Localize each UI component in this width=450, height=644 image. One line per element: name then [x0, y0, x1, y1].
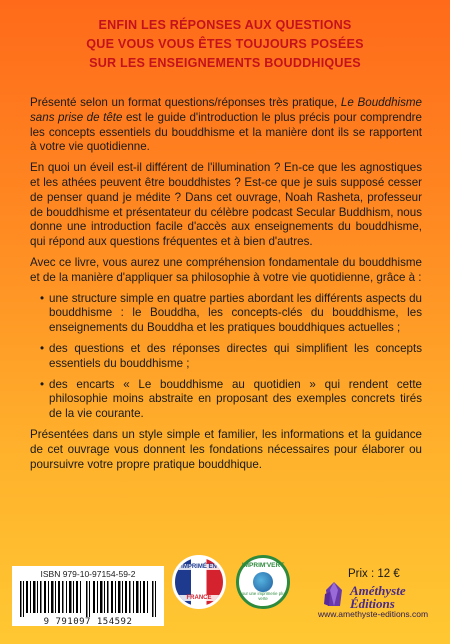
bullet-icon: • — [40, 377, 45, 391]
barcode-label — [12, 566, 164, 626]
imprim-vert-logo — [236, 555, 290, 609]
publisher-name-line-2: Éditions — [350, 596, 395, 611]
publisher-name-line-1: Améthyste — [350, 583, 406, 598]
blurb-text — [30, 96, 422, 478]
blurb-paragraph-4: Présentées dans un style simple et familier, les informations et la guidance de cet ouvrage vous donnent les fondations nécessaires pour élaborer ou poursuivre votre propre pratique bouddhique. — [30, 427, 422, 471]
back-cover-headline — [20, 16, 430, 73]
imprim-logo-bottom-text: pour une imprimerie plus verte — [239, 591, 287, 601]
france-logo-top-text: IMPRIMÉ EN — [175, 564, 223, 570]
bullet-icon: • — [40, 341, 45, 355]
p1-rest: est le guide d'introduction le plus précis pour comprendre les concepts essentiels du bouddhisme et la manière dont ils se rapportent à votre vie quotidienne. — [30, 110, 422, 154]
book-title: Le Bouddhisme sans prise de tête — [30, 96, 422, 124]
globe-icon — [253, 572, 273, 592]
feature-list — [40, 292, 422, 422]
headline-line-1: ENFIN LES RÉPONSES AUX QUESTIONS — [98, 18, 352, 32]
blurb-paragraph-1 — [30, 96, 422, 155]
france-logo-bottom-text: FRANCE — [175, 595, 223, 601]
blurb-paragraph-2: En quoi un éveil est-il différent de l'illumination ? En-ce que les agnostiques et les athées peuvent être bouddhistes ? Est-ce que je suis supposé cesser de penser quand je médite ? Dans cet ouvrage, Noah Rasheta, professeur de bouddhisme et présentateur du célèbre podcast Secular Buddhism, nous donne une introduction facile d'accès aux enseignements du bouddhisme, qui répond aux questions fréquentes et à bien d'autres. — [30, 161, 422, 249]
bullet-icon: • — [40, 291, 45, 305]
imprim-logo-top-text: IMPRIM'VERT — [241, 562, 285, 569]
blurb-paragraph-3: Avec ce livre, vous aurez une compréhension fondamentale du bouddhisme et de la manière d'appliquer sa philosophie à votre vie quotidienne, grâce à : — [30, 255, 422, 284]
amethyst-crystal-icon — [322, 582, 346, 608]
printed-in-france-logo — [172, 555, 226, 609]
p1-intro: Présenté selon un format questions/réponses très pratique, — [30, 96, 341, 109]
barcode-icon — [18, 581, 158, 617]
list-item — [40, 378, 422, 422]
price-label: Prix : 12 € — [348, 568, 400, 580]
list-item — [40, 292, 422, 336]
publisher-name — [350, 584, 406, 610]
list-item — [40, 342, 422, 372]
isbn-text: ISBN 979-10-97154-59-2 — [40, 569, 136, 579]
barcode-digits: 9 791097 154592 — [43, 617, 133, 627]
publisher-url: www.amethyste-editions.com — [318, 609, 429, 619]
list-item-text: des questions et des réponses directes qui simplifient les concepts essentiels du bouddhisme ; — [49, 341, 422, 370]
list-item-text: des encarts « Le bouddhisme au quotidien » qui rendent cette philosophie moins abstraite en proposant des exemples concrets tirés de la vie courante. — [49, 377, 422, 421]
headline-line-3: SUR LES ENSEIGNEMENTS BOUDDHIQUES — [89, 56, 361, 70]
headline-line-2: QUE VOUS VOUS ÊTES TOUJOURS POSÉES — [86, 37, 364, 51]
list-item-text: une structure simple en quatre parties abordant les différents aspects du bouddhisme : le Bouddha, les concepts-clés du bouddhisme, les enseignements du Bouddha et les pratiques bouddhiques actuelles ; — [49, 291, 422, 335]
